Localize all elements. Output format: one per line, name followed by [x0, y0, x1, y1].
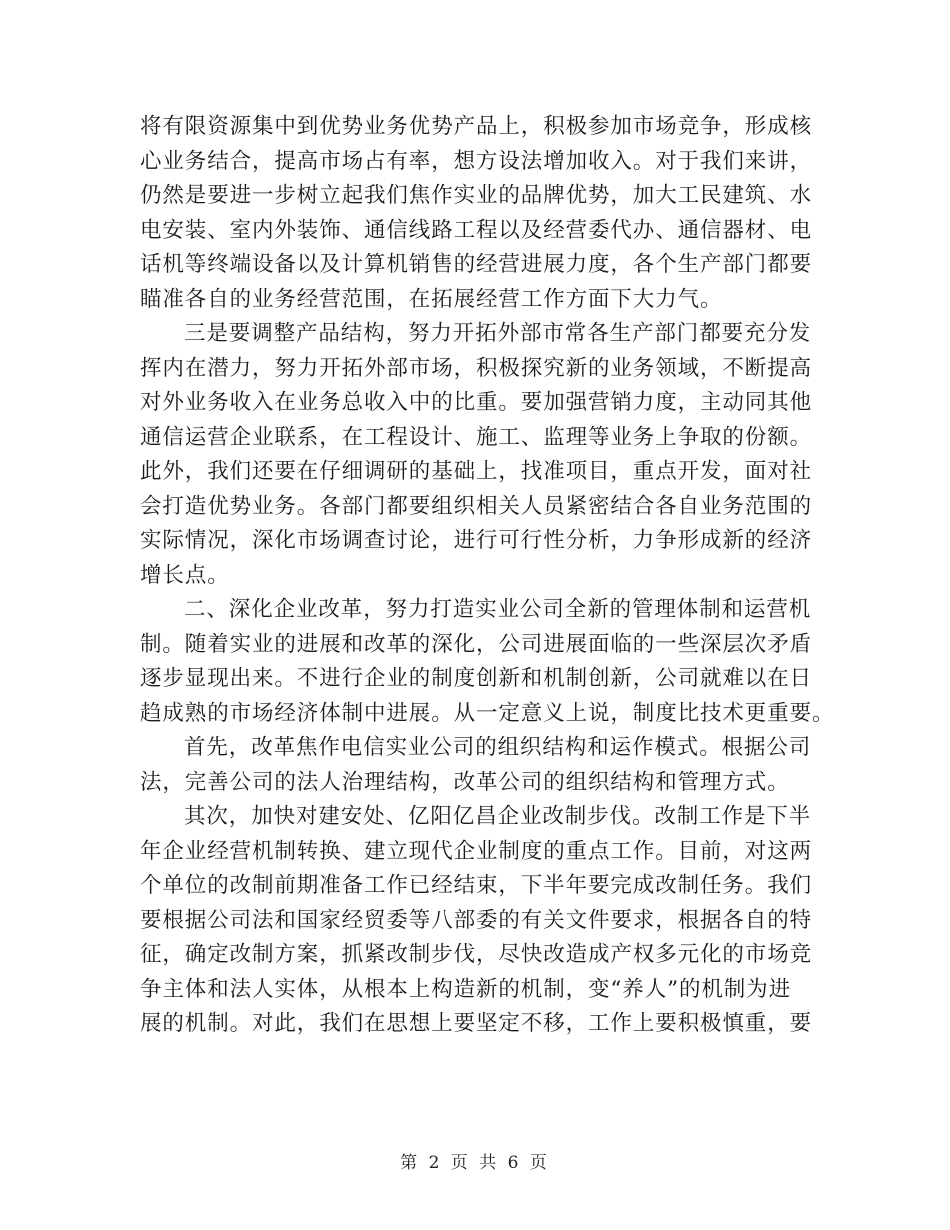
- text-line: 逐步显现出来。不进行企业的制度创新和机制创新，公司就难以在日: [140, 666, 813, 691]
- text-line: 二、深化企业改革，努力打造实业公司全新的管理体制和运营机: [184, 597, 812, 622]
- text-line: 挥内在潜力，努力开拓外部市场，积极探究新的业务领域，不断提高: [140, 355, 813, 381]
- text-line: 通信运营企业联系，在工程设计、施工、监理等业务上争取的份额。: [140, 424, 813, 450]
- page-footer: 第 2 页 共 6 页: [400, 1153, 550, 1173]
- text-line: 趋成熟的市场经济体制中进展。从一定意义上说，制度比技术更重要。: [140, 700, 835, 726]
- text-line: 对外业务收入在业务总收入中的比重。要加强营销力度，主动同其他: [140, 390, 813, 415]
- text-line: 电安装、室内外装饰、通信线路工程以及经营委代办、通信器材、电: [140, 217, 813, 243]
- text-line: 瞄准各自的业务经营范围，在拓展经营工作方面下大力气。: [140, 286, 723, 312]
- text-line: 年企业经营机制转换、建立现代企业制度的重点工作。目前，对这两: [140, 838, 813, 864]
- text-line: 话机等终端设备以及计算机销售的经营进展力度，各个生产部门都要: [140, 252, 813, 277]
- text-line: 此外，我们还要在仔细调研的基础上，找准项目，重点开发，面对社: [140, 459, 813, 484]
- text-line: 心业务结合，提高市场占有率，想方设法增加收入。对于我们来讲，: [140, 148, 813, 174]
- text-line: 增长点。: [140, 562, 230, 588]
- text-line: 争主体和法人实体，从根本上构造新的机制，变“养人”的机制为进: [140, 976, 791, 1002]
- text-line: 首先，改革焦作电信实业公司的组织结构和运作模式。根据公司: [184, 735, 812, 760]
- text-line: 仍然是要进一步树立起我们焦作实业的品牌优势，加大工民建筑、水: [140, 183, 813, 208]
- text-line: 其次，加快对建安处、亿阳亿昌企业改制步伐。改制工作是下半: [184, 804, 812, 829]
- text-line: 会打造优势业务。各部门都要组织相关人员紧密结合各自业务范围的: [140, 493, 813, 519]
- text-line: 展的机制。对此，我们在思想上要坚定不移，工作上要积极慎重，要: [140, 1011, 813, 1036]
- text-line: 实际情况，深化市场调查讨论，进行可行性分析，力争形成新的经济: [140, 528, 813, 553]
- body-text: [140, 110, 835, 1042]
- text-line: 法，完善公司的法人治理结构，改革公司的组织结构和管理方式。: [140, 769, 790, 795]
- text-line: 三是要调整产品结构，努力开拓外部市常各生产部门都要充分发: [184, 321, 812, 346]
- text-line: 要根据公司法和国家经贸委等八部委的有关文件要求，根据各自的特: [140, 907, 813, 933]
- text-line: 征，确定改制方案，抓紧改制步伐，尽快改造成产权多元化的市场竞: [140, 942, 813, 967]
- text-line: 个单位的改制前期准备工作已经结束，下半年要完成改制任务。我们: [140, 873, 813, 898]
- text-line: 将有限资源集中到优势业务优势产品上，积极参加市场竞争，形成核: [140, 114, 813, 139]
- text-line: 制。随着实业的进展和改革的深化，公司进展面临的一些深层次矛盾: [140, 631, 813, 657]
